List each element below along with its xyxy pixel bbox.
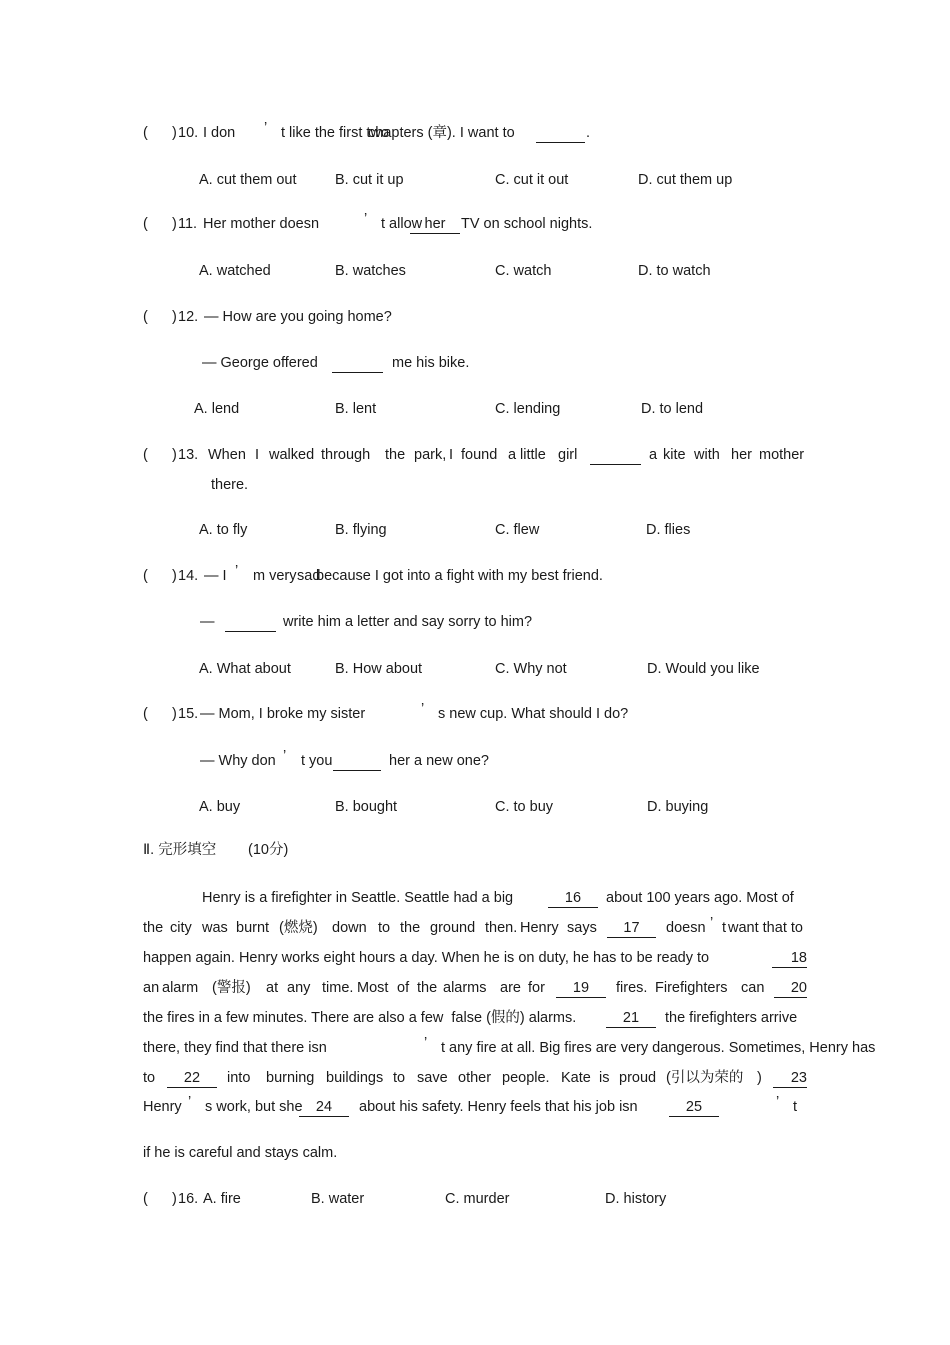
passage-word: an (143, 980, 160, 996)
answer-paren-close: ) (172, 125, 177, 141)
cloze-blank-18: 18 (772, 949, 807, 968)
answer-blank (332, 354, 383, 373)
section-title: Ⅱ. 完形填空 (143, 842, 217, 858)
apostrophe: ’ (235, 563, 239, 579)
passage-text: t any fire at all. Big fires are very dangerous. Sometimes, Henry has (441, 1040, 876, 1056)
passage-word: is (599, 1070, 610, 1086)
passage-word: the (400, 920, 421, 936)
answer-paren-open: ( (143, 309, 148, 325)
answer-paren-close: ) (172, 309, 177, 325)
option-d: D. Would you like (647, 661, 760, 677)
passage-text: Henry (143, 1099, 182, 1115)
passage-text: doesn (666, 920, 706, 936)
option-c: C. flew (495, 522, 540, 538)
question-stem-line2: — George offered (202, 355, 318, 371)
passage-word: proud (619, 1070, 657, 1086)
option-d: D. buying (647, 799, 709, 815)
cloze-blank-24: 24 (299, 1098, 349, 1117)
question-stem: s new cup. What should I do? (438, 706, 629, 722)
answer-paren-close: ) (172, 568, 177, 584)
question-stem-line2: t you (301, 753, 333, 769)
question-number: 10. (178, 125, 199, 141)
question-number: 13. (178, 447, 199, 463)
passage-word: alarm (162, 980, 199, 996)
apostrophe: ’ (283, 748, 287, 764)
stem-word: the (385, 447, 406, 463)
option-d: D. flies (646, 522, 691, 538)
answer-paren-close: ) (172, 1191, 177, 1207)
question-stem: sad (297, 568, 321, 584)
stem-word: little (520, 447, 546, 463)
passage-text: t (722, 920, 727, 936)
passage-text: the firefighters arrive (665, 1010, 798, 1026)
question-number: 12. (178, 309, 199, 325)
cloze-blank-22: 22 (167, 1069, 217, 1088)
question-stem: Her mother doesn (203, 216, 320, 232)
option-d: D. to watch (638, 263, 711, 279)
section-points: (10分) (248, 842, 289, 858)
question-stem: TV on school nights. (461, 216, 593, 232)
answer-blank (333, 752, 381, 771)
answer-paren-open: ( (143, 447, 148, 463)
stem-word: kite (663, 447, 686, 463)
stem-word: a (508, 447, 517, 463)
passage-word: (燃烧) (279, 920, 318, 936)
option-a: A. fire (203, 1191, 241, 1207)
passage-word: burning (266, 1070, 315, 1086)
answer-blank (590, 446, 641, 465)
cloze-blank-25: 25 (669, 1098, 719, 1117)
passage-word: of (397, 980, 410, 996)
option-c: C. lending (495, 401, 561, 417)
answer-paren-close: ) (172, 706, 177, 722)
question-stem: t like the first two (281, 125, 389, 141)
stem-word: through (321, 447, 371, 463)
question-number: 16. (178, 1191, 199, 1207)
option-c: C. murder (445, 1191, 510, 1207)
cloze-blank-23: 23 (773, 1069, 807, 1088)
apostrophe: ’ (424, 1035, 428, 1051)
passage-word: any (287, 980, 311, 996)
passage-text: there, they find that there isn (143, 1040, 327, 1056)
option-a: A. lend (194, 401, 240, 417)
passage-text: happen again. Henry works eight hours a day. When he is on duty, he has to be ready to (143, 950, 710, 966)
stem-word: I (255, 447, 260, 463)
passage-word: to (143, 1070, 156, 1086)
passage-word: city (170, 920, 192, 936)
passage-text: t (793, 1099, 798, 1115)
passage-text: if he is careful and stays calm. (143, 1145, 338, 1161)
question-number: 14. (178, 568, 199, 584)
stem-word: park, (414, 447, 447, 463)
passage-text: about his safety. Henry feels that his job isn (359, 1099, 638, 1115)
passage-word: time. (322, 980, 354, 996)
option-a: A. cut them out (199, 172, 297, 188)
stem-word: her (731, 447, 752, 463)
passage-word: says (567, 920, 597, 936)
question-stem: I don (203, 125, 236, 141)
answer-blank (225, 613, 276, 632)
passage-word: ground (430, 920, 476, 936)
option-b: B. watches (335, 263, 406, 279)
passage-word: down (332, 920, 367, 936)
option-a: A. buy (199, 799, 241, 815)
option-a: A. to fly (199, 522, 248, 538)
answer-paren-open: ( (143, 216, 148, 232)
question-stem-line2: her a new one? (389, 753, 489, 769)
option-d: D. to lend (641, 401, 704, 417)
option-c: C. watch (495, 263, 552, 279)
option-b: B. bought (335, 799, 398, 815)
question-stem: t allow (381, 216, 423, 232)
option-a: A. What about (199, 661, 291, 677)
option-b: B. cut it up (335, 172, 404, 188)
passage-word: for (528, 980, 545, 996)
stem-word: found (461, 447, 498, 463)
question-stem-line2: there. (211, 477, 249, 493)
question-stem: — How are you going home? (204, 309, 392, 325)
stem-word: girl (558, 447, 578, 463)
apostrophe: ’ (264, 120, 268, 136)
passage-word: Kate (561, 1070, 591, 1086)
question-stem-line2: me his bike. (392, 355, 470, 371)
apostrophe: ’ (188, 1094, 192, 1110)
passage-word: other (458, 1070, 492, 1086)
passage-text: about 100 years ago. Most of (606, 890, 794, 906)
cloze-blank-20: 20 (774, 979, 807, 998)
cloze-blank-16: 16 (548, 889, 598, 908)
passage-word: can (741, 980, 765, 996)
option-a: A. watched (199, 263, 271, 279)
answer-paren-open: ( (143, 125, 148, 141)
option-b: B. lent (335, 401, 377, 417)
stem-word: walked (269, 447, 315, 463)
passage-word: the (143, 920, 164, 936)
question-stem: m very (253, 568, 297, 584)
passage-word: to (378, 920, 391, 936)
option-d: D. history (605, 1191, 667, 1207)
passage-word: fires. (616, 980, 648, 996)
passage-word: Henry (520, 920, 559, 936)
option-c: C. Why not (495, 661, 567, 677)
passage-word: (引以为荣的 (666, 1070, 744, 1086)
stem-word: a (649, 447, 658, 463)
stem-word: I (449, 447, 454, 463)
question-stem: because I got into a fight with my best friend. (316, 568, 603, 584)
option-c: C. cut it out (495, 172, 569, 188)
passage-word: then. (485, 920, 518, 936)
question-number: 11. (178, 216, 198, 232)
passage-word: alarms (443, 980, 487, 996)
question-number: 15. (178, 706, 199, 722)
apostrophe: ’ (364, 211, 368, 227)
answer-paren-open: ( (143, 568, 148, 584)
passage-text: the fires in a few minutes. There are also a few false (假的) alarms. (143, 1010, 577, 1026)
passage-word: buildings (326, 1070, 384, 1086)
passage-word: the (417, 980, 438, 996)
option-d: D. cut them up (638, 172, 733, 188)
passage-word: Most (357, 980, 389, 996)
cloze-blank-19: 19 (556, 979, 606, 998)
stem-word: mother (759, 447, 805, 463)
passage-word: Firefighters (655, 980, 728, 996)
option-b: B. water (311, 1191, 365, 1207)
apostrophe: ’ (776, 1094, 780, 1110)
passage-word: are (500, 980, 521, 996)
question-stem-line2: write him a letter and say sorry to him? (283, 614, 533, 630)
passage-word: save (417, 1070, 448, 1086)
passage-word: people. (502, 1070, 550, 1086)
question-stem-line2: — (200, 614, 215, 630)
cloze-blank-21: 21 (606, 1009, 656, 1028)
answer-paren-open: ( (143, 706, 148, 722)
passage-word: to (393, 1070, 406, 1086)
passage-text: Henry is a firefighter in Seattle. Seattle had a big (202, 890, 514, 906)
stem-word: When (208, 447, 246, 463)
passage-word: burnt (236, 920, 270, 936)
underlined-word: her (410, 215, 460, 234)
question-stem-line2: — Why don (200, 753, 276, 769)
apostrophe: ’ (710, 915, 714, 931)
apostrophe: ’ (421, 701, 425, 717)
option-c: C. to buy (495, 799, 554, 815)
question-stem: — Mom, I broke my sister (200, 706, 366, 722)
stem-word: with (694, 447, 720, 463)
question-stem: chapters (章). I want to (368, 125, 515, 141)
passage-word: was (202, 920, 228, 936)
passage-text: want that to (728, 920, 803, 936)
option-b: B. How about (335, 661, 423, 677)
passage-word: ) (757, 1070, 762, 1086)
question-stem: — I (204, 568, 227, 584)
passage-word: (警报) (212, 980, 251, 996)
answer-paren-open: ( (143, 1191, 148, 1207)
passage-word: into (227, 1070, 251, 1086)
cloze-blank-17: 17 (607, 919, 656, 938)
answer-blank (536, 124, 585, 143)
passage-text: s work, but she (205, 1099, 303, 1115)
question-stem: . (586, 125, 591, 141)
answer-paren-close: ) (172, 447, 177, 463)
answer-paren-close: ) (172, 216, 177, 232)
passage-word: at (266, 980, 279, 996)
option-b: B. flying (335, 522, 387, 538)
